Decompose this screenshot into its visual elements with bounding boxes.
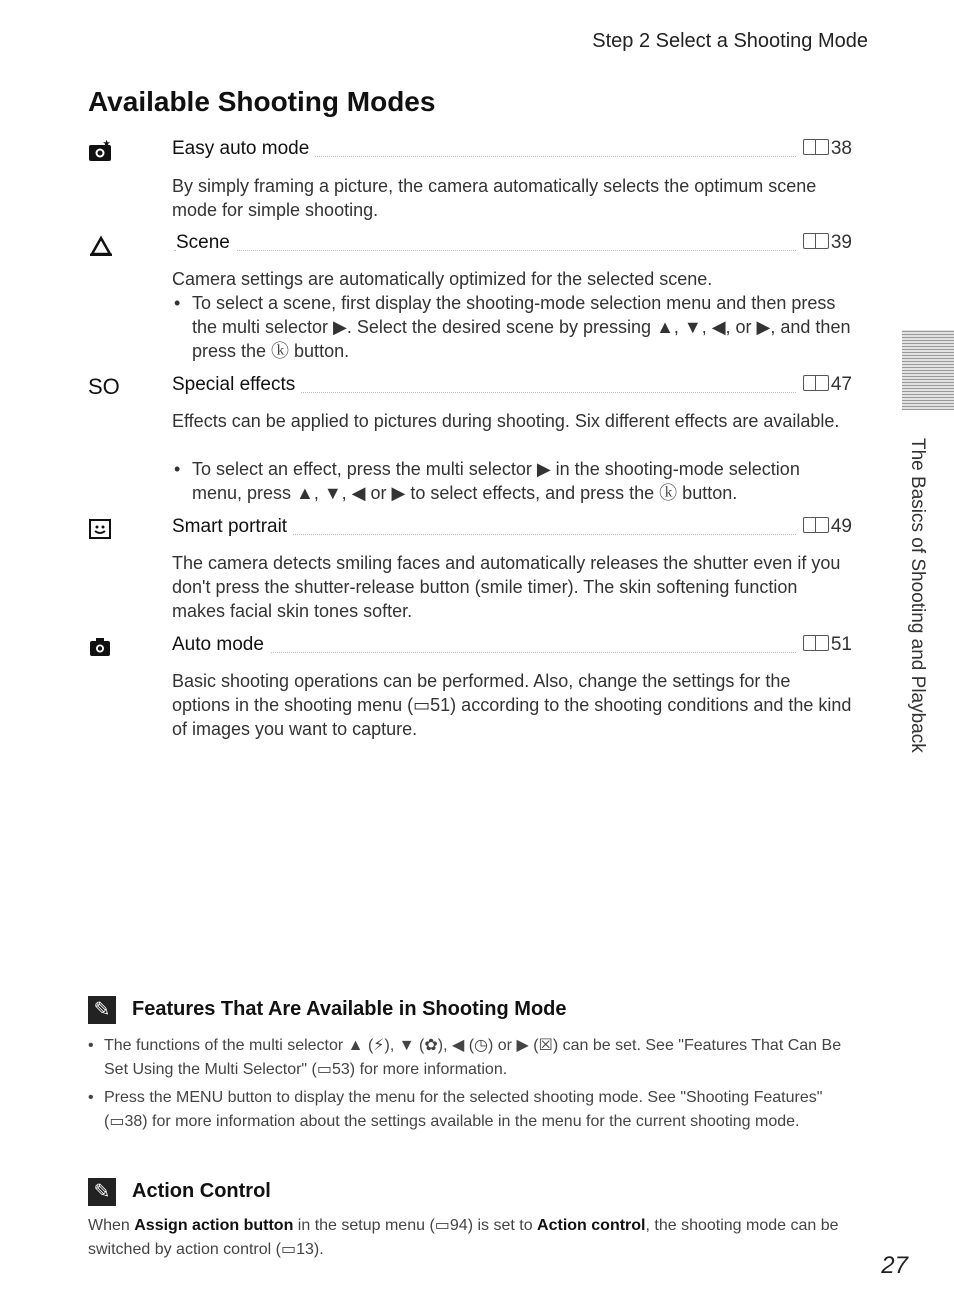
mode-name: Scene: [176, 232, 236, 254]
note-paragraph: When Assign action button in the setup menu (▭94) is set to Action control, the shooting mode can be switched by action control (▭13).: [88, 1217, 839, 1258]
mode-bullet: • To select an effect, press the multi selector ▶ in the shooting-mode selection menu, press ▲, ▼, ◀ or ▶ to select effects, and press the ⓚ button.: [172, 457, 852, 505]
book-icon: [803, 233, 829, 249]
chapter-tab-marker: [902, 330, 954, 410]
pencil-note-icon: ✎: [88, 1178, 116, 1206]
svg-text:★: ★: [103, 140, 111, 148]
note-title: Action Control: [132, 1180, 271, 1202]
page-reference: 39: [797, 232, 852, 254]
easy-auto-icon: [88, 140, 114, 162]
book-icon: [803, 375, 829, 391]
mode-easy-auto: [88, 138, 854, 164]
mode-description: Effects can be applied to pictures during shooting. Six different effects are available.: [172, 411, 840, 431]
page-reference: 38: [797, 138, 852, 160]
page-reference: 47: [797, 374, 852, 396]
special-effects-icon: SO: [88, 374, 120, 399]
book-icon: [803, 635, 829, 651]
running-header: Step 2 Select a Shooting Mode: [592, 30, 868, 52]
auto-mode-icon: [88, 636, 114, 658]
smart-portrait-icon: [88, 518, 114, 540]
mode-description: The camera detects smiling faces and automatically releases the shutter even if you don't press the shutter-release button (smile timer). The skin softening function makes facial skin tones softer.: [172, 553, 841, 621]
page-title: Available Shooting Modes: [88, 86, 436, 117]
mode-bullet: • To select a scene, first display the shooting-mode selection menu and then press the multi selector ▶. Select the desired scene by pressing ▲, ▼, ◀, or ▶, and then press the ⓚ button.: [172, 291, 852, 363]
note-bullet: • Press the MENU button to display the menu for the selected shooting mode. See "Shooting Features" (▭38) for more information about the settings available in the menu for the current shooting mode.: [88, 1086, 868, 1134]
chapter-tab-label: The Basics of Shooting and Playback: [907, 438, 928, 753]
mode-special-effects: [88, 374, 854, 400]
mode-auto: [88, 634, 854, 660]
book-icon: [803, 139, 829, 155]
mode-name: Auto mode: [172, 634, 270, 656]
mode-name: Easy auto mode: [172, 138, 315, 160]
mode-description: By simply framing a picture, the camera automatically selects the optimum scene mode for simple shooting.: [172, 176, 817, 220]
book-icon: [803, 517, 829, 533]
page-reference: 49: [797, 516, 852, 538]
mode-name: Smart portrait: [172, 516, 293, 538]
page-reference: 51: [797, 634, 852, 656]
mode-description: Camera settings are automatically optimized for the selected scene.: [172, 269, 713, 289]
mode-name: Special effects: [172, 374, 301, 396]
pencil-note-icon: ✎: [88, 996, 116, 1024]
note-bullet: • The functions of the multi selector ▲ (⚡), ▼ (✿), ◀ (◷) or ▶ (☒) can be set. See "Features That Can Be Set Using the Multi Selector" (▭53) for more information.: [88, 1034, 868, 1082]
mode-scene: [88, 232, 854, 258]
mode-smart-portrait: [88, 516, 854, 542]
note-title: Features That Are Available in Shooting Mode: [132, 998, 567, 1020]
page-number: 27: [881, 1252, 908, 1279]
scene-icon: [88, 234, 114, 256]
mode-description: Basic shooting operations can be performed. Also, change the settings for the options in the shooting menu (▭51) according to the shooting conditions and the kind of images you want to capture.: [172, 671, 852, 739]
